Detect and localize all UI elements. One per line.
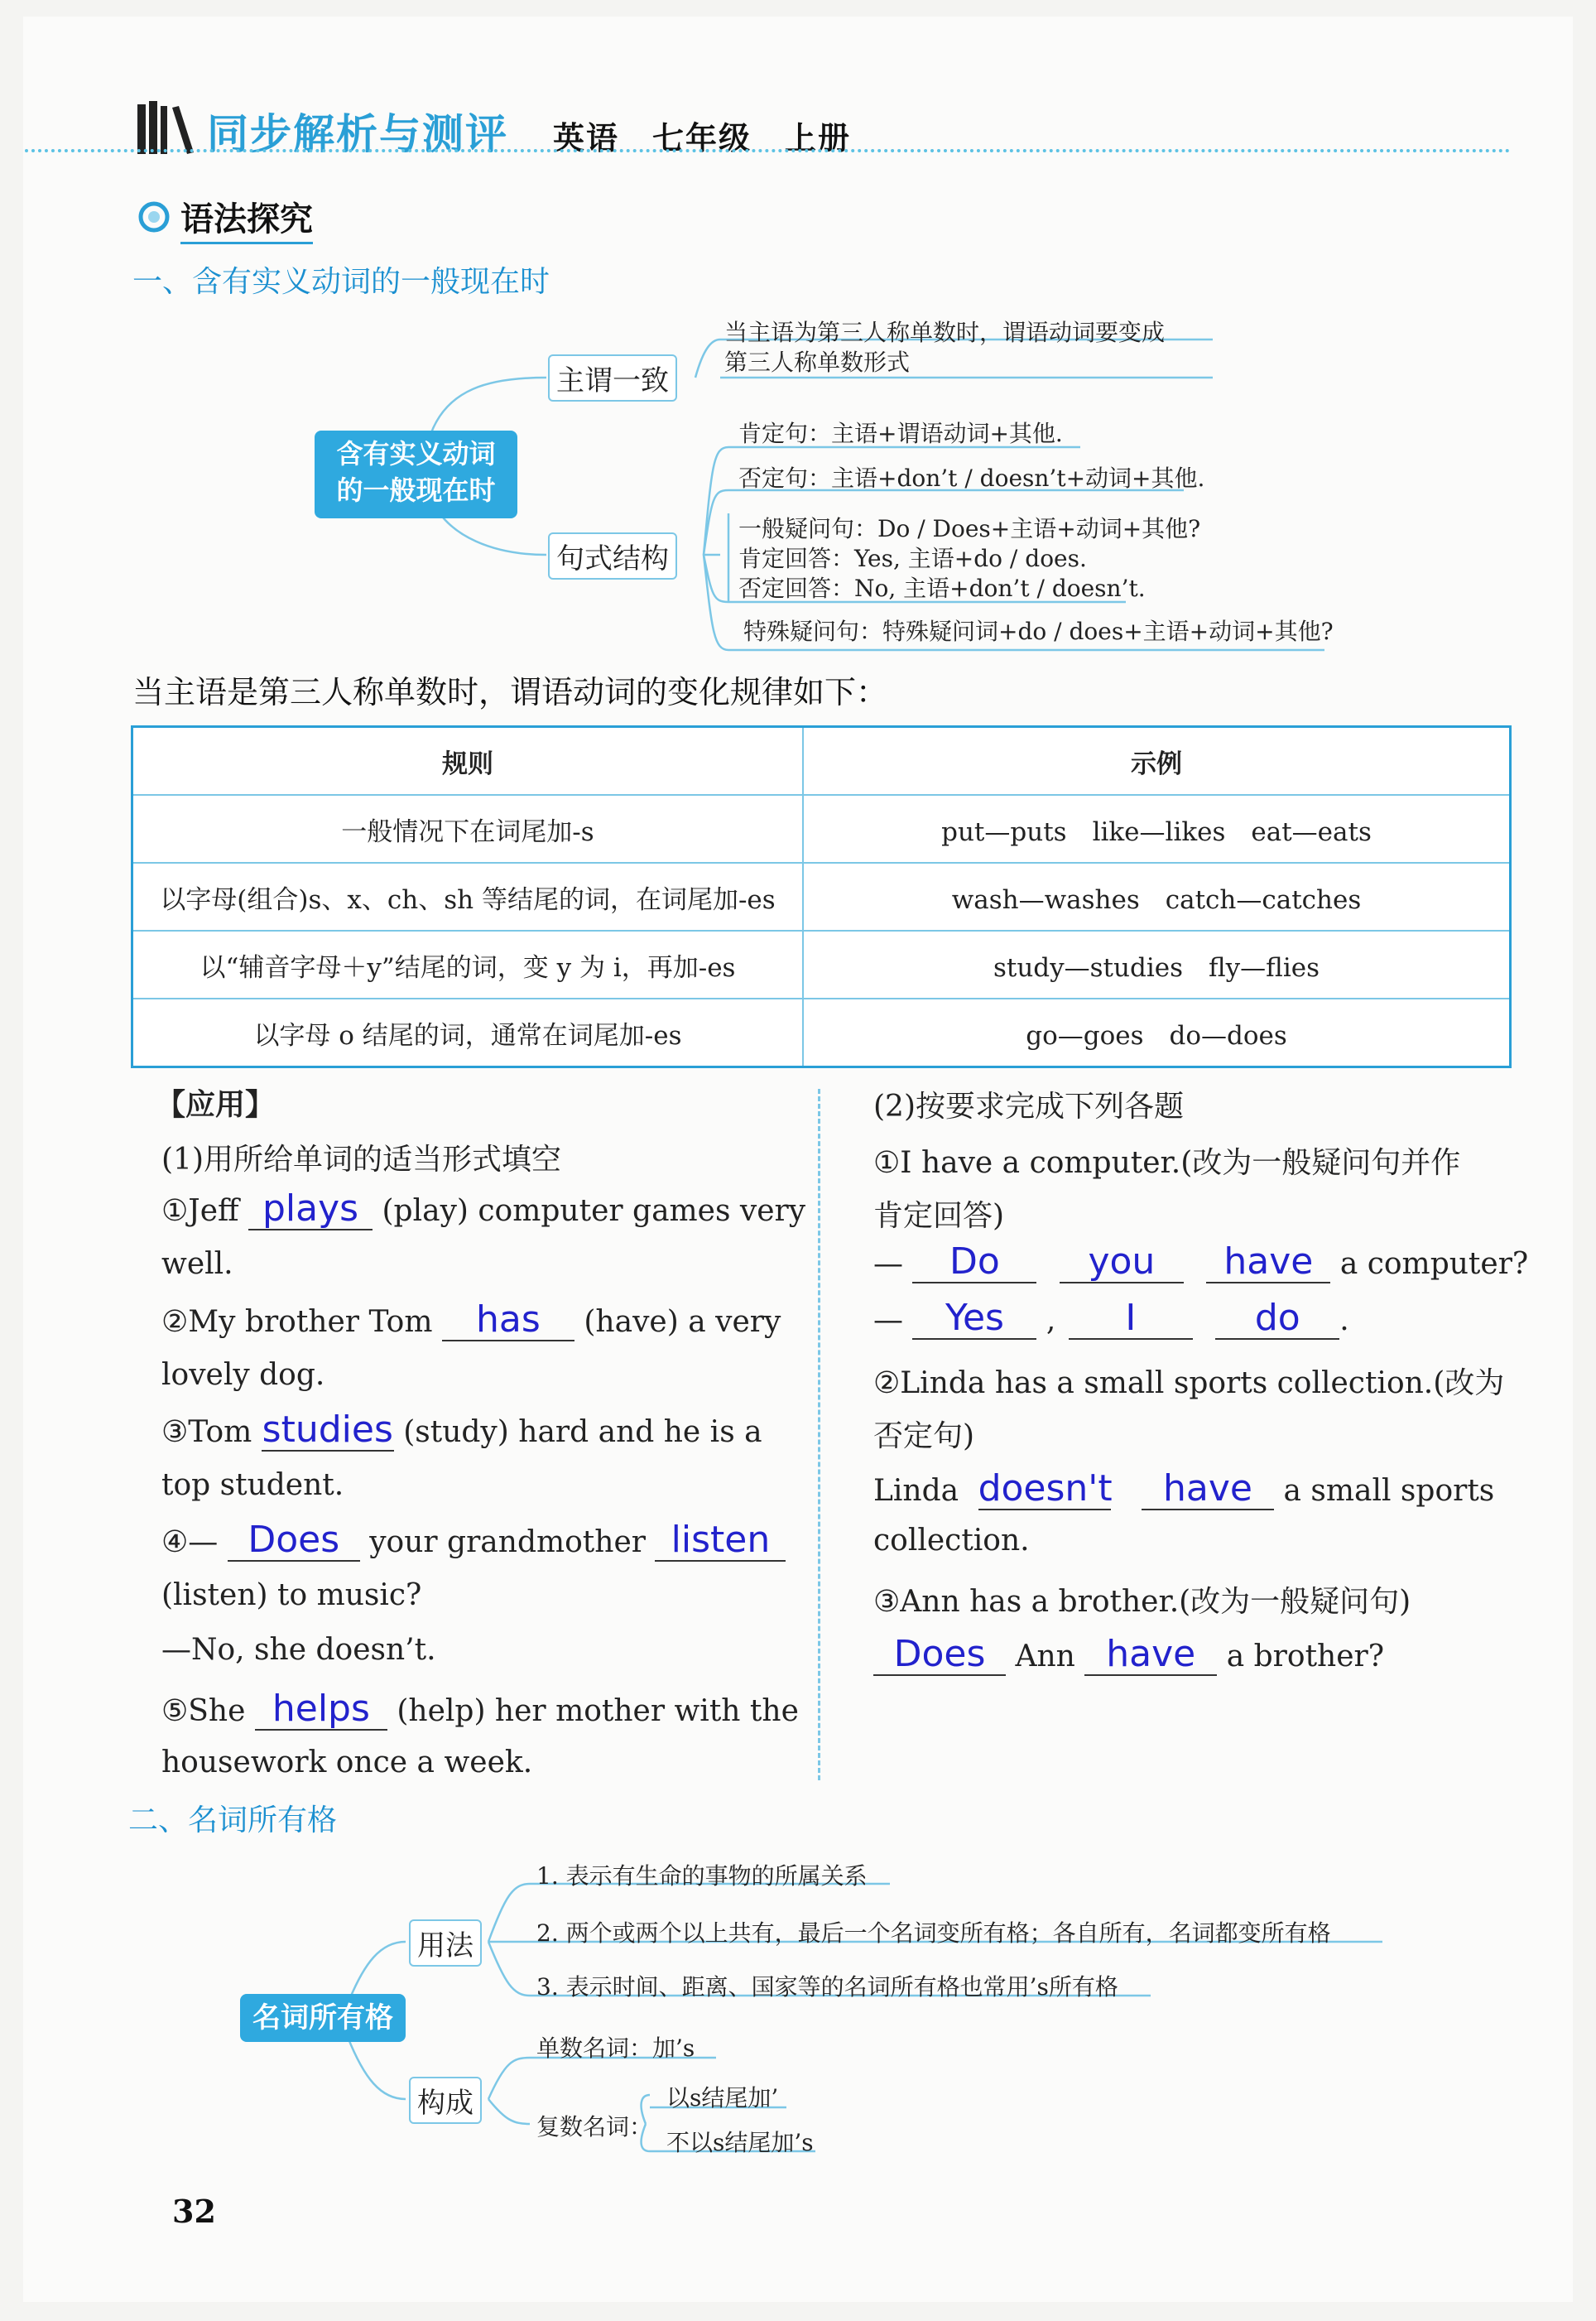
header-title: 同步解析与测评 — [207, 110, 508, 158]
form-plural: 复数名词： — [536, 2113, 653, 2140]
q5-cont: housework once a week. — [161, 1746, 533, 1779]
apply-label: 【应用】 — [156, 1088, 276, 1122]
example-cell: go—goes do—does — [803, 999, 1511, 1067]
r3-answer-line — [873, 1635, 1384, 1676]
agreement-text-1: 当主语为第三人称单数时，谓语动词要变成 — [724, 319, 1166, 346]
q3-cont: top student. — [161, 1468, 344, 1502]
q2-cont: lovely dog. — [161, 1358, 325, 1392]
form-plural-s: 以s结尾加’ — [666, 2084, 779, 2112]
q3-line — [161, 1410, 762, 1452]
q3-answer[interactable]: studies — [262, 1408, 393, 1451]
r2-line1: ②Linda has a small sports collection.(改为 — [873, 1366, 1505, 1400]
r2-tail: a small sports — [1283, 1474, 1495, 1508]
q4-answer-2[interactable]: listen — [655, 1520, 786, 1562]
no-answer-rule: 否定回答：No, 主语+don’t / doesn’t. — [738, 575, 1146, 602]
table-row — [132, 863, 1511, 931]
r2-cont: collection. — [873, 1524, 1030, 1558]
r1-line2: 肯定回答) — [873, 1199, 1005, 1233]
rules-table — [131, 725, 1512, 1068]
section-title: 语法探究 — [180, 193, 313, 244]
form-singular: 单数名词：加’s — [536, 2034, 695, 2062]
table-row — [132, 931, 1511, 999]
usage-2: 2. 两个或两个以上共有，最后一个名词变所有格；各自所有，名词都变所有格 — [536, 1919, 1331, 1947]
q1-pre: ①Jeff — [161, 1194, 239, 1228]
form-plural-non-s: 不以s结尾加’s — [666, 2129, 814, 2156]
table-row — [132, 795, 1511, 863]
mindmap1-root-line1: 含有实义动词 — [336, 438, 496, 469]
q4-pre: ④— — [161, 1525, 219, 1559]
wh-question-rule: 特殊疑问句：特殊疑问词+do / does+主语+动词+其他? — [743, 618, 1334, 645]
page-number: 32 — [172, 2193, 216, 2230]
q2-line — [161, 1300, 781, 1341]
table-intro: 当主语是第三人称单数时，谓语动词的变化规律如下： — [132, 674, 888, 710]
mindmap1-root-line2: 的一般现在时 — [336, 474, 496, 506]
q5-pre: ⑤She — [161, 1694, 246, 1728]
example-cell: study—studies fly—flies — [803, 931, 1511, 999]
q4-cont: (listen) to music? — [161, 1578, 422, 1612]
affirmative-rule: 肯定句：主语+谓语动词+其他. — [738, 420, 1063, 447]
usage-3: 3. 表示时间、距离、国家等的名词所有格也常用’s所有格 — [536, 1973, 1118, 2001]
r1-answer-1[interactable]: Do — [912, 1242, 1036, 1283]
r3-line1: ③Ann has a brother.(改为一般疑问句) — [873, 1585, 1411, 1619]
part1-heading: 一、含有实义动词的一般现在时 — [132, 265, 550, 299]
q4-line — [161, 1520, 786, 1562]
example-cell: put—puts like—likes eat—eats — [803, 795, 1511, 863]
q3-post: (study) hard and he is a — [403, 1415, 762, 1449]
rule-cell: 以“辅音字母＋y”结尾的词，变 y 为 i，再加-es — [132, 931, 804, 999]
r1-answer-2[interactable]: you — [1060, 1242, 1184, 1283]
question-rule: 一般疑问句：Do / Does+主语+动词+其他? — [738, 515, 1201, 542]
r1-answer-4[interactable]: Yes — [912, 1298, 1036, 1340]
r1-line1: ①I have a computer.(改为一般疑问句并作 — [873, 1146, 1461, 1180]
r3-answer-2[interactable]: have — [1084, 1635, 1217, 1676]
r3-answer-1[interactable]: Does — [873, 1635, 1006, 1676]
rule-cell: 一般情况下在词尾加-s — [132, 795, 804, 863]
r1-comma: , — [1046, 1303, 1056, 1337]
yes-answer-rule: 肯定回答：Yes, 主语+do / does. — [738, 545, 1087, 572]
r3-tail: a brother? — [1226, 1640, 1385, 1673]
header-rule: 规则 — [132, 727, 804, 796]
apply-part1-title: (1)用所给单词的适当形式填空 — [161, 1143, 561, 1177]
example-cell: wash—washes catch—catches — [803, 863, 1511, 931]
table-header-row — [132, 727, 1511, 796]
r1-answer-3[interactable]: have — [1206, 1242, 1330, 1283]
rule-cell: 以字母 o 结尾的词，通常在词尾加-es — [132, 999, 804, 1067]
negative-rule: 否定句：主语+don’t / doesn’t+动词+其他. — [738, 465, 1205, 492]
part2-heading: 二、名词所有格 — [128, 1803, 338, 1837]
q5-answer[interactable]: helps — [255, 1689, 387, 1731]
q5-line — [161, 1689, 799, 1731]
q1-cont: well. — [161, 1247, 233, 1281]
q3-pre: ③Tom — [161, 1415, 252, 1449]
r2-answer-2[interactable]: have — [1142, 1469, 1274, 1510]
mindmap1-branch-agreement: 主谓一致 — [548, 354, 677, 402]
header-subtitle: 英语 七年级 上册 — [553, 120, 852, 156]
r1-answer-line-1 — [873, 1242, 1528, 1283]
mindmap1-root — [315, 431, 517, 518]
header-example: 示例 — [803, 727, 1511, 796]
column-divider — [818, 1089, 820, 1780]
q2-pre: ②My brother Tom — [161, 1305, 433, 1339]
mindmap2-branch-usage: 用法 — [409, 1919, 482, 1967]
apply-part2-title: (2)按要求完成下列各题 — [873, 1090, 1184, 1124]
r2-answer-line — [873, 1469, 1494, 1510]
mindmap1-branch-structure: 句式结构 — [548, 532, 677, 580]
usage-1: 1. 表示有生命的事物的所属关系 — [536, 1862, 868, 1890]
rule-cell: 以字母(组合)s、x、ch、sh 等结尾的词，在词尾加-es — [132, 863, 804, 931]
mindmap2-root: 名词所有格 — [240, 1994, 406, 2042]
r2-answer-1[interactable]: doesn't — [978, 1467, 1113, 1510]
q1-post: (play) computer games very — [382, 1194, 806, 1228]
r3-mid: Ann — [1015, 1640, 1075, 1673]
r1-dash: — — [873, 1247, 903, 1281]
q4-reply: —No, she doesn’t. — [161, 1633, 436, 1667]
r1-answer-line-2 — [873, 1298, 1349, 1340]
q4-mid: your grandmother — [369, 1525, 646, 1559]
q4-answer-1[interactable]: Does — [228, 1520, 360, 1562]
r2-pre: Linda — [873, 1474, 959, 1508]
mindmap2-branch-form: 构成 — [409, 2077, 482, 2124]
agreement-text-2: 第三人称单数形式 — [724, 349, 911, 376]
q2-answer[interactable]: has — [442, 1300, 574, 1341]
r2-line2: 否定句) — [873, 1419, 975, 1453]
r1-dash2: — — [873, 1303, 903, 1337]
r1-tail: a computer? — [1339, 1247, 1529, 1281]
table-row — [132, 999, 1511, 1067]
q1-line — [161, 1189, 805, 1230]
r1-answer-6[interactable]: do — [1215, 1298, 1339, 1340]
q2-post: (have) a very — [584, 1305, 781, 1339]
q5-post: (help) her mother with the — [397, 1694, 799, 1728]
r1-period: . — [1339, 1303, 1349, 1337]
r1-answer-5[interactable]: I — [1069, 1298, 1193, 1340]
q1-answer[interactable]: plays — [248, 1189, 373, 1230]
